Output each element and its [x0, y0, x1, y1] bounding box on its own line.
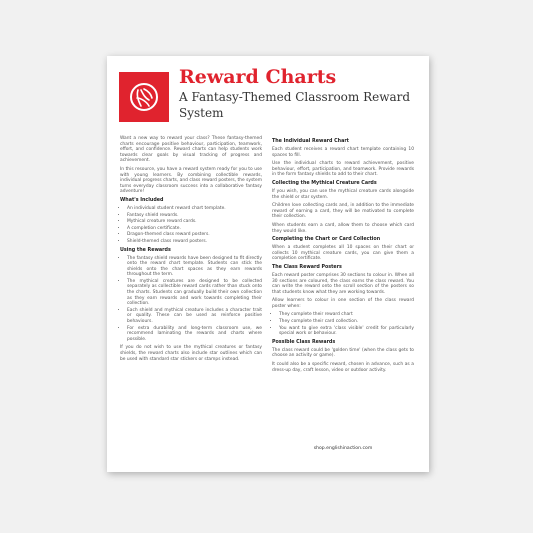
paragraph: Each student receives a reward chart template containing 10 spaces to fill.: [272, 147, 414, 158]
document-page: [107, 56, 429, 472]
list-item: • A completion certificate.: [127, 226, 262, 232]
paragraph: Each reward poster comprises 30 sections to colour in. When all 30 sections are coloured, the class earns the class reward. You can write the reward onto the scroll section of the posters so that students know what they are working towards.: [272, 272, 414, 295]
list-item: • For extra durability and long-term classroom use, we recommend laminating the rewards and charts where possible.: [127, 326, 262, 343]
included-list: [120, 206, 262, 245]
list-item: • Shield-themed class reward posters.: [127, 239, 262, 245]
paragraph: When a student completes all 10 spaces on their chart or collects 10 mythical creature cards, you can give them a completion certificate.: [272, 245, 414, 262]
list-item: • Each shield and mythical creature includes a character trait or quality. These can be used as reinforce positive behaviours.: [127, 308, 262, 325]
paragraph: When students earn a card, allow them to choose which card they would like.: [272, 222, 414, 234]
list-item: • Fantasy shield rewards.: [127, 213, 262, 219]
individual-chart-heading: The Individual Reward Chart: [272, 139, 349, 144]
using-rewards-heading: Using the Rewards: [120, 247, 171, 253]
when-list: [272, 312, 414, 336]
list-item: • The fantasy shield rewards have been designed to fit directly onto the reward chart template. Students can stick the shields onto the chart spaces as they earn rewards throughout the term.: [127, 256, 262, 278]
list-item: • An individual student reward chart template.: [127, 206, 262, 212]
list-item: • Mythical creature reward cards.: [127, 219, 262, 225]
creature-cards-heading: Collecting the Mythical Creature Cards: [272, 180, 377, 186]
class-posters-heading: The Class Reward Posters: [272, 264, 342, 270]
intro-paragraph-2: In this resource, you have a reward system ready for you to use with young learners. By combining collectible rewards, individual progress charts, and class reward posters, the system turns everyday classroom success into a collaborative fantasy adventure!: [120, 166, 262, 195]
intro-paragraph-1: Want a new way to reward your class? These fantasy-themed charts encourage positive behaviour, participation, teamwork, effort, and confidence. Reward charts can help students work towards clear goals by visual tracking of progress and achievement.: [120, 136, 262, 164]
list-item: • Dragon-themed class reward posters.: [127, 232, 262, 238]
using-list: [120, 256, 262, 343]
brand-logo-icon: [119, 72, 169, 122]
paragraph: Use the individual charts to reward achievement, positive behaviour, effort, participation, and teamwork. Provide rewards in the form fantasy shields to add to their chart.: [272, 161, 414, 178]
paragraph: If you wish, you can use the mythical creature cards alongside the shield or star system.: [272, 188, 414, 200]
right-column: [272, 136, 414, 376]
whats-included-heading: What's Included: [120, 197, 164, 203]
footer-url: shop.englishinaction.com: [313, 446, 373, 451]
list-item: • They complete their reward chart: [279, 312, 414, 318]
list-item: • The mythical creatures are designed to be collected separately as collectible reward cards rather than stuck onto the charts. Students can gradually build their own collection as they earn rewards and work towards completing their collection.: [127, 279, 262, 307]
paragraph: It could also be a specific reward, chosen in advance, such as a dress-up day, craft lesson, video or outdoor activity.: [272, 362, 414, 373]
page-title: Reward Charts: [179, 66, 337, 88]
paragraph: Allow learners to colour in one section of the class reward poster when:: [272, 298, 414, 309]
completing-heading: Completing the Chart or Card Collection: [272, 237, 381, 243]
outro-paragraph: If you do not wish to use the mythical creatures or fantasy shields, the reward charts also include star outlines which can be used with standard star stickers or stamps instead.: [120, 345, 262, 362]
page-subtitle: A Fantasy-Themed Classroom Reward System: [179, 90, 411, 120]
paragraph: The class reward could be 'golden time' (when the class gets to choose an activity or game).: [272, 347, 414, 359]
list-item: • They complete their card collection.: [279, 319, 414, 325]
list-item: • You want to give extra 'class visible' credit for particularly special work or behaviour.: [279, 326, 414, 337]
logo-mark: [127, 80, 161, 114]
left-column: [120, 136, 262, 365]
class-rewards-heading: Possible Class Rewards: [272, 339, 336, 345]
paragraph: Children love collecting cards and, in addition to the immediate reward of earning a card, they will be motivated to complete their collection.: [272, 203, 414, 220]
